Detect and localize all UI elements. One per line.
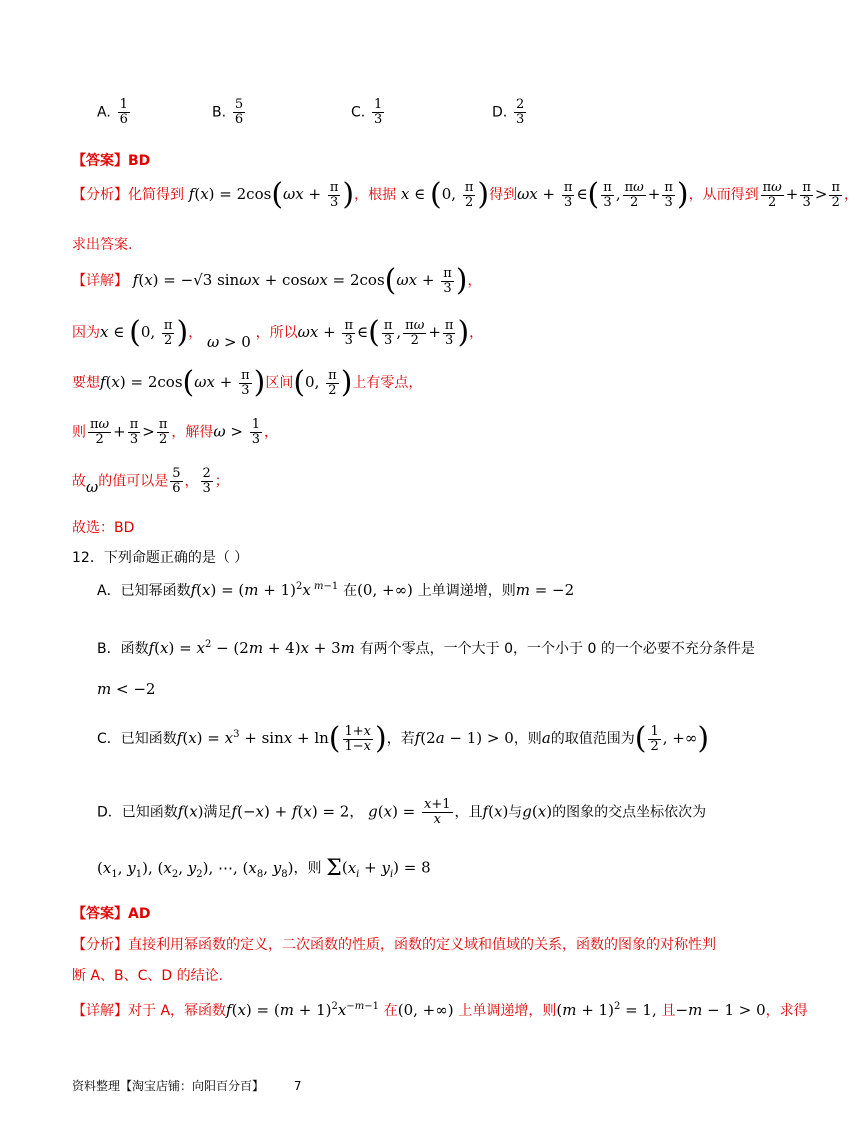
option-b-fraction: $\frac{5}{6}$ bbox=[234, 97, 244, 127]
footer-source: 资料整理【淘宝店铺：向阳百分百】 bbox=[72, 1079, 265, 1093]
option-c: C. $\frac{1}{3}$ bbox=[351, 97, 383, 127]
q11-answer: 【答案】BD bbox=[72, 153, 151, 169]
q11-detail-line1: 【详解】 f(x) = −√3 sinωx + cosωx = 2cos(ωx + $\frac{\pi}{3}$ )， bbox=[72, 263, 482, 298]
q11-detail-line2: 因为x ∈ (0, $\frac{\pi}{2}$ )， ω > 0 ，所以ωx + $\frac{\pi}{3}$ ∈( $\frac{\pi}{3}$ , $\frac{\pi\omega}{2}$ + $\frac{\pi}{3}$ )， bbox=[72, 315, 484, 351]
q12-option-b: B．函数$f(x) = x^2 - (2m + 4)x + 3m$ 有两个零点，一个大于 0，一个小于 0 的一个必要不充分条件是 bbox=[97, 639, 755, 657]
option-c-fraction: $\frac{1}{3}$ bbox=[374, 97, 383, 127]
q11-detail-line4: 则 $\frac{\pi\omega}{2}$ + $\frac{\pi}{3}$ > $\frac{\pi}{2}$ ，解得ω > $\frac{1}{3}$ ， bbox=[72, 417, 279, 447]
q11-detail-line5: 故ω的值可以是 $\frac{5}{6}$ ， $\frac{2}{3}$ ； bbox=[72, 466, 229, 496]
option-a-fraction: $\frac{1}{6}$ bbox=[119, 97, 128, 127]
q12-option-c: C．已知函数$f(x) = x^3 + \sin x + \ln$( $\frac{1+x}{1-x}$ )，若f(2a − 1) > 0，则a的取值范围为( $\frac{1}{2}$ , +∞) bbox=[97, 721, 710, 756]
q12-option-d: D．已知函数f(x)满足f(−x) + f(x) = 2， g(x) = $\frac{x+1}{x}$ ，且f(x)与g(x)的图象的交点坐标依次为 bbox=[97, 797, 707, 827]
q12-detail-line1: 【详解】对于 A，幂函数$f(x) = (m + 1)^2x^{-m-1}$ 在(0, +∞) 上单调递增，则$(m + 1)^2 = 1$, 且−m − 1 > 0，求得 bbox=[72, 1001, 808, 1019]
q12-option-b-condition: m < −2 bbox=[97, 680, 156, 698]
q12-analysis-line1: 【分析】直接利用幂函数的定义，二次函数的性质，函数的定义域和值域的关系，函数的图象的对称性判 bbox=[72, 937, 716, 953]
q11-analysis-line2: 求出答案. bbox=[72, 237, 133, 253]
option-a: A. $\frac{1}{6}$ bbox=[97, 97, 128, 127]
q12-option-d-points: ($x_1$, $y_1$), ($x_2$, $y_2$), ⋯, ($x_8$, $y_8$)，则 $\Sigma(x_i + y_i) = 8$ bbox=[97, 856, 431, 881]
q12-analysis-line2: 断 A、B、C、D 的结论. bbox=[72, 968, 224, 984]
q11-analysis-line1: 【分析】化简得到 f(x) = 2cos(ωx + $\frac{\pi}{3}$ )，根据 x ∈ (0, $\frac{\pi}{2}$ )得到ωx + $\frac{\pi}{3}$ ∈( $\frac{\pi}{3}$ , $\frac{\pi\omega}{2}$ + $\frac{\pi}{3}$ )，从而得到 $\frac{\pi\omega}{2}$ + $\frac{\pi}{3}$ > $\frac{\pi}{2}$ ， bbox=[72, 177, 858, 212]
page-number: 7 bbox=[293, 1079, 302, 1093]
option-d: D. $\frac{2}{3}$ bbox=[492, 97, 525, 127]
page-footer bbox=[72, 1077, 301, 1094]
option-d-fraction: $\frac{2}{3}$ bbox=[516, 97, 525, 127]
q12-answer: 【答案】AD bbox=[72, 906, 151, 922]
q12-stem: 12．下列命题正确的是（ ） bbox=[72, 550, 249, 566]
q12-option-a: A．已知幂函数$f(x) = (m + 1)^2x$ $^{m-1}$ 在(0, +∞) 上单调递增，则m = −2 bbox=[97, 581, 575, 599]
q11-conclusion: 故选：BD bbox=[72, 520, 135, 536]
option-b: B. $\frac{5}{6}$ bbox=[212, 97, 244, 127]
q11-detail-line3: 要想f(x) = 2cos(ωx + $\frac{\pi}{3}$ )区间(0, $\frac{\pi}{2}$ )上有零点， bbox=[72, 365, 423, 400]
